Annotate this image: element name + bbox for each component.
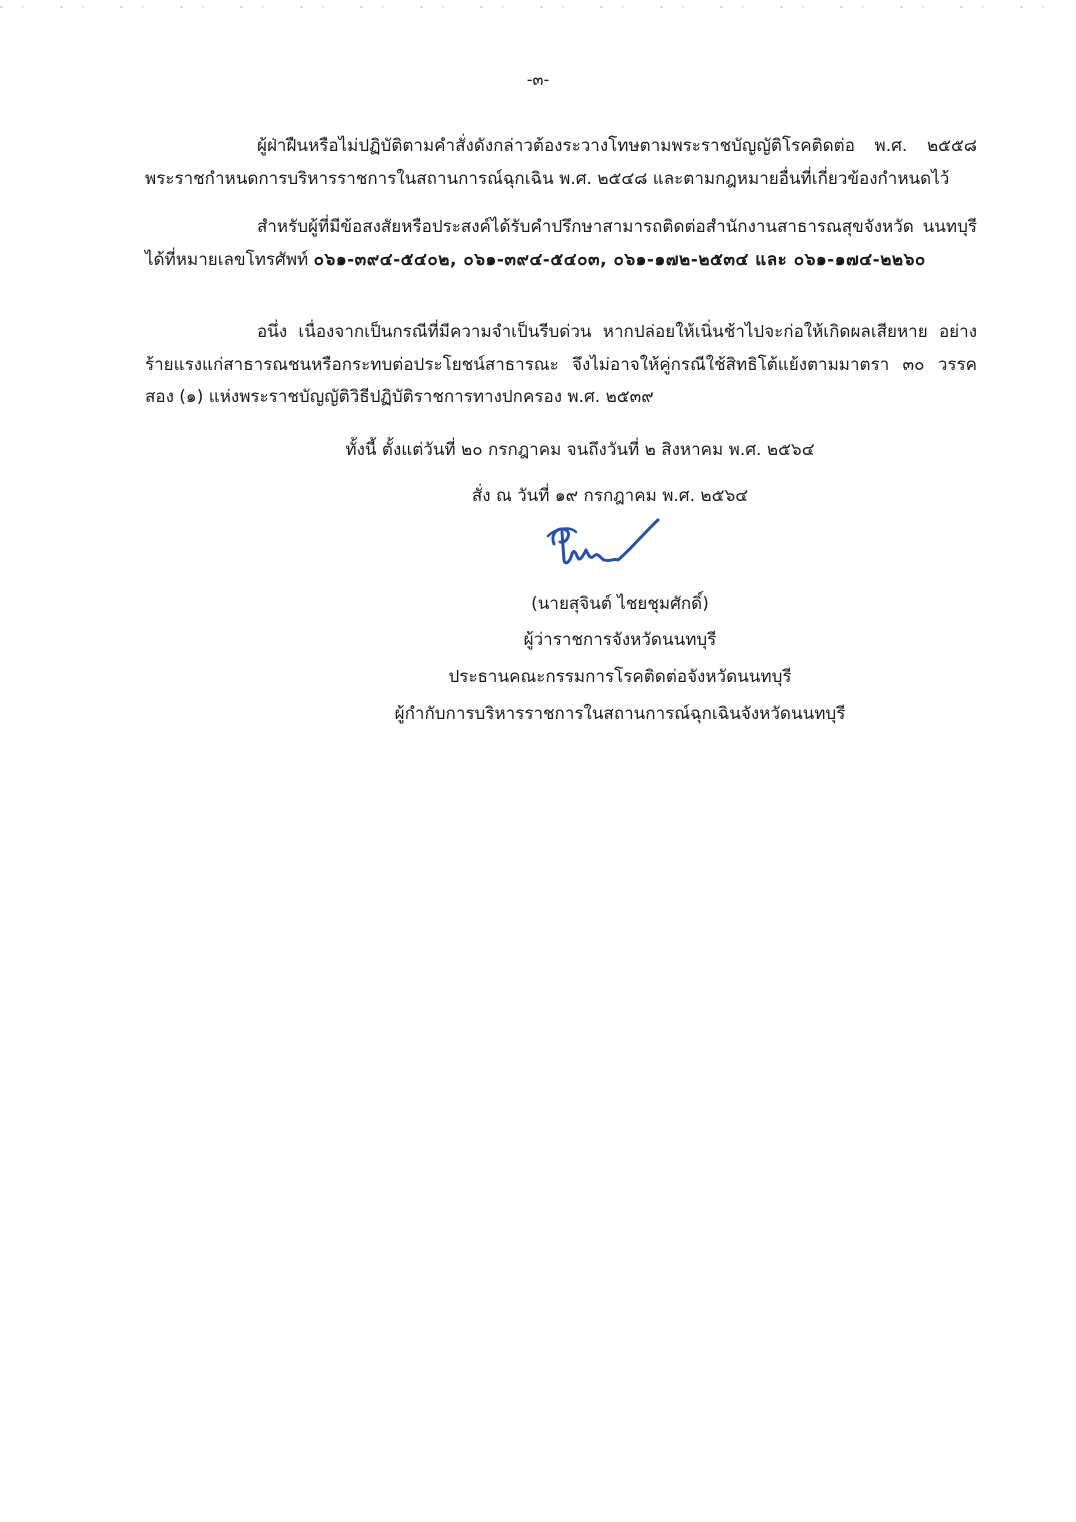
page-number: -๓-: [526, 70, 550, 89]
paragraph-urgency: [145, 316, 977, 414]
scan-edge-artifact: [0, 6, 1076, 8]
signer-position-emergency-supervisor: ผู้กำกับการบริหารราชการในสถานการณ์ฉุกเฉินจังหวัดนนทบุรี: [394, 704, 846, 724]
paragraph-urgency-text: อนึ่ง เนื่องจากเป็นกรณีที่มีความจำเป็นรีบด่วน หากปล่อยให้เนิ่นช้าไปจะก่อให้เกิดผลเสียหาย อย่างร้ายแรงแก่สาธารณชนหรือกระทบต่อประโยชน์สาธารณะ จึงไม่อาจให้คู่กรณีใช้สิทธิโต้แย้งตามมาตรา ๓๐ วรรคสอง (๑) แห่งพระราชบัญญัติวิธีปฏิบัติราชการทางปกครอง พ.ศ. ๒๕๓๙: [145, 322, 977, 408]
paragraph-penalty: [145, 130, 977, 195]
signer-position-governor: ผู้ว่าราชการจังหวัดนนทบุรี: [523, 630, 717, 650]
contact-phone-numbers: ๐๖๑-๓๙๔-๕๔๐๒, ๐๖๑-๓๙๔-๕๔๐๓, ๐๖๑-๑๗๒-๒๕๓๔ และ ๐๖๑-๑๗๔-๒๒๖๐: [313, 249, 926, 270]
ordered-date: สั่ง ณ วันที่ ๑๙ กรกฎาคม พ.ศ. ๒๕๖๔: [471, 486, 749, 506]
handwritten-signature: [540, 514, 670, 578]
effective-period: ทั้งนี้ ตั้งแต่วันที่ ๒๐ กรกฎาคม จนถึงวันที่ ๒ สิงหาคม พ.ศ. ๒๕๖๔: [345, 440, 815, 460]
paragraph-penalty-text: ผู้ฝ่าฝืนหรือไม่ปฏิบัติตามคำสั่งดังกล่าวต้องระวางโทษตามพระราชบัญญัติโรคติดต่อ พ.ศ. ๒๕๕๘ พระราชกำหนดการบริหารราชการในสถานการณ์ฉุกเฉิน พ.ศ. ๒๕๔๘ และตามกฎหมายอื่นที่เกี่ยวข้องกำหนดไว้: [145, 136, 977, 189]
paragraph-contact: [145, 211, 977, 276]
contact-intro-text: สำหรับผู้ที่มีข้อสงสัยหรือประสงค์ได้รับคำปรึกษาสามารถติดต่อสำนักงานสาธารณสุขจังหวัด นนทบุรี ได้ที่หมายเลขโทรศัพท์: [145, 217, 977, 270]
signer-name: (นายสุจินต์ ไชยชุมศักดิ์): [531, 594, 709, 614]
paragraph-contact-text: [145, 211, 977, 276]
signer-position-committee-chair: ประธานคณะกรรมการโรคติดต่อจังหวัดนนทบุรี: [448, 667, 792, 687]
